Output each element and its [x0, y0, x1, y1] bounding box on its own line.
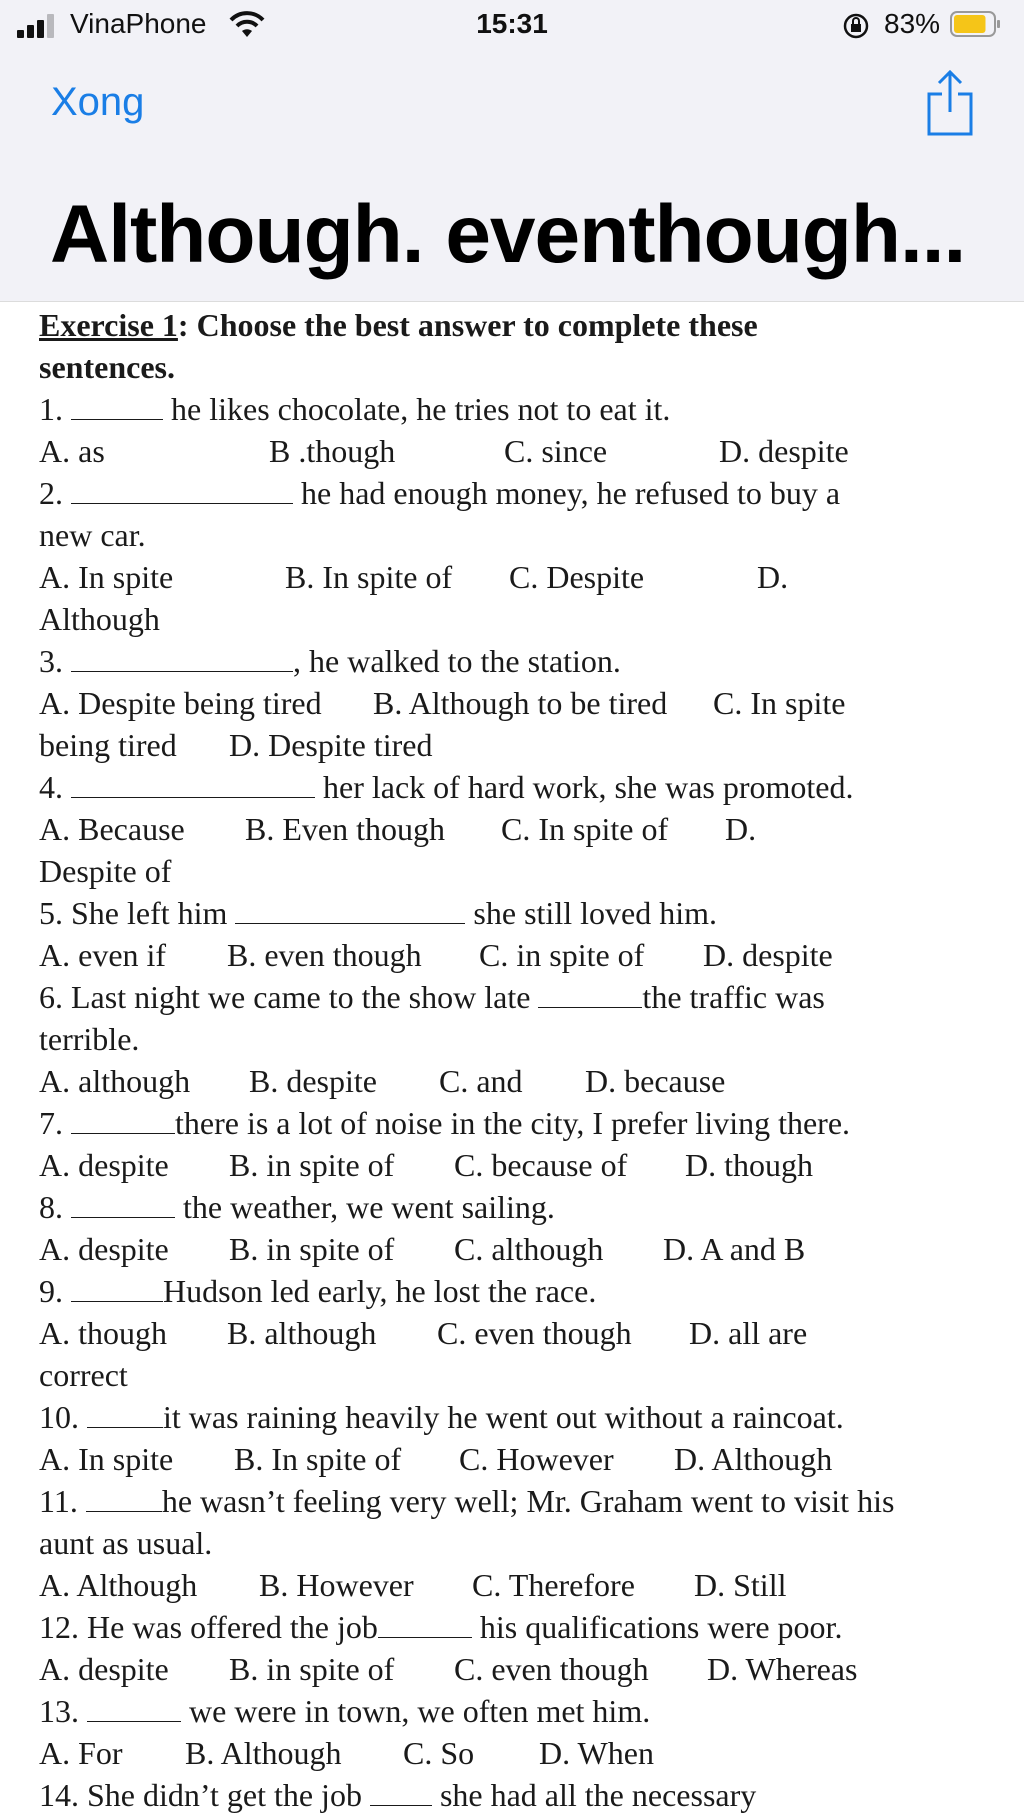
options-row-cont: [39, 1354, 1014, 1396]
answer-option[interactable]: B. In spite of: [285, 559, 453, 595]
options-row: [39, 1564, 1014, 1606]
answer-option-cont[interactable]: Despite of: [39, 853, 172, 889]
question-list: [39, 388, 1014, 1816]
question-6: [39, 976, 1014, 1102]
answer-option[interactable]: B. Although to be tired: [373, 685, 668, 721]
question-5: [39, 892, 1014, 976]
answer-option-cont[interactable]: correct: [39, 1357, 128, 1393]
question-suffix: it was raining heavily he went out without a raincoat.: [163, 1399, 844, 1435]
question-text: [39, 1690, 1014, 1732]
question-2: [39, 472, 1014, 640]
carrier-name: VinaPhone: [70, 8, 207, 39]
document-content: [39, 304, 1014, 1816]
answer-blank[interactable]: [378, 1609, 472, 1638]
answer-option[interactable]: B .though: [269, 433, 396, 469]
answer-blank[interactable]: [71, 769, 315, 798]
question-1: [39, 388, 1014, 472]
answer-option[interactable]: A. Because: [39, 811, 185, 847]
answer-option[interactable]: C. because of: [454, 1147, 628, 1183]
answer-option[interactable]: D. all are: [689, 1315, 808, 1351]
exercise-heading-cont: sentences.: [39, 349, 175, 385]
question-text: [39, 1774, 1014, 1816]
question-text: [39, 1396, 1014, 1438]
question-prefix: 2.: [39, 475, 71, 511]
answer-blank[interactable]: [71, 1273, 163, 1302]
answer-option[interactable]: B. in spite of: [229, 1147, 395, 1183]
status-bar: [0, 0, 1024, 52]
answer-option[interactable]: A. although: [39, 1063, 191, 1099]
answer-option[interactable]: C. In spite: [713, 685, 846, 721]
answer-blank[interactable]: [87, 1693, 181, 1722]
question-text: [39, 388, 1014, 430]
question-suffix: we were in town, we often met him.: [181, 1693, 651, 1729]
question-suffix: he wasn’t feeling very well; Mr. Graham went to visit his: [161, 1483, 895, 1519]
answer-option[interactable]: C. In spite of: [501, 811, 669, 847]
question-prefix: 5. She left him: [39, 895, 236, 931]
answer-option[interactable]: A. despite: [39, 1147, 169, 1183]
options-row: [39, 1060, 1014, 1102]
answer-option[interactable]: A. Although: [39, 1567, 198, 1603]
options-row-cont: [39, 850, 1014, 892]
question-7: [39, 1102, 1014, 1186]
answer-option[interactable]: B. even though: [227, 937, 422, 973]
question-prefix: 1.: [39, 391, 71, 427]
answer-blank[interactable]: [71, 1189, 175, 1218]
exercise-instruction: : Choose the best answer to complete these: [177, 307, 758, 343]
question-prefix: 13.: [39, 1693, 87, 1729]
options-row: [39, 1228, 1014, 1270]
answer-option[interactable]: C. although: [454, 1231, 604, 1267]
options-row: [39, 1438, 1014, 1480]
answer-option[interactable]: D. because: [585, 1063, 726, 1099]
answer-option[interactable]: A. Despite being tired: [39, 685, 322, 721]
answer-option[interactable]: A. as: [39, 433, 105, 469]
answer-option[interactable]: B. in spite of: [229, 1231, 395, 1267]
answer-option[interactable]: D. Although: [674, 1441, 833, 1477]
answer-option[interactable]: D. Whereas: [707, 1651, 858, 1687]
answer-blank[interactable]: [538, 979, 642, 1008]
question-text: [39, 1186, 1014, 1228]
answer-blank[interactable]: [71, 643, 293, 672]
answer-option[interactable]: C. since: [504, 433, 608, 469]
answer-option[interactable]: B. Even though: [245, 811, 445, 847]
navigation-header: [0, 0, 1024, 302]
answer-blank[interactable]: [87, 1399, 163, 1428]
answer-option[interactable]: C. Therefore: [472, 1567, 635, 1603]
answer-option[interactable]: D. Despite tired: [229, 727, 433, 763]
question-text: [39, 1606, 1014, 1648]
question-suffix: the weather, we went sailing.: [175, 1189, 555, 1225]
options-row: [39, 430, 1014, 472]
clock: 15:31: [476, 8, 548, 39]
question-prefix: 10.: [39, 1399, 87, 1435]
answer-option[interactable]: A. despite: [39, 1231, 169, 1267]
options-row: [39, 934, 1014, 976]
orientation-lock-icon: [842, 12, 870, 40]
options-row: [39, 1144, 1014, 1186]
question-text: [39, 1102, 1014, 1144]
answer-option[interactable]: D. When: [539, 1735, 654, 1771]
answer-option[interactable]: D.: [757, 559, 789, 595]
options-row: [39, 808, 1014, 850]
question-prefix: 9.: [39, 1273, 71, 1309]
answer-option[interactable]: C. Despite: [509, 559, 645, 595]
question-8: [39, 1186, 1014, 1270]
share-icon[interactable]: [924, 68, 976, 138]
question-text: terrible.: [39, 1021, 140, 1057]
answer-blank[interactable]: [370, 1777, 432, 1806]
answer-option[interactable]: B. in spite of: [229, 1651, 395, 1687]
question-10: [39, 1396, 1014, 1480]
question-suffix: she still loved him.: [465, 895, 717, 931]
options-row: [39, 1312, 1014, 1354]
question-text: [39, 976, 1014, 1018]
question-text: [39, 472, 1014, 514]
question-suffix: she had all the necessary: [431, 1777, 757, 1813]
question-prefix: 6. Last night we came to the show late: [39, 979, 539, 1015]
answer-blank[interactable]: [235, 895, 465, 924]
question-text: aunt as usual.: [39, 1525, 213, 1561]
question-13: [39, 1690, 1014, 1774]
question-11: [39, 1480, 1014, 1606]
answer-blank[interactable]: [86, 1483, 162, 1512]
answer-option[interactable]: A. though: [39, 1315, 167, 1351]
answer-option-cont[interactable]: being tired: [39, 727, 177, 763]
question-3: [39, 640, 1014, 766]
question-suffix: he had enough money, he refused to buy a: [293, 475, 841, 511]
answer-option[interactable]: C. in spite of: [479, 937, 645, 973]
question-suffix: the traffic was: [642, 979, 825, 1015]
answer-option[interactable]: D. though: [685, 1147, 813, 1183]
answer-option[interactable]: C. even though: [437, 1315, 632, 1351]
answer-option[interactable]: A. even if: [39, 937, 167, 973]
question-prefix: 14. She didn’t get the job: [39, 1777, 370, 1813]
question-4: [39, 766, 1014, 892]
answer-option[interactable]: B. despite: [249, 1063, 377, 1099]
answer-option[interactable]: D. A and B: [663, 1231, 806, 1267]
question-prefix: 7.: [39, 1105, 71, 1141]
answer-option[interactable]: A. In spite: [39, 1441, 174, 1477]
question-prefix: 8.: [39, 1189, 71, 1225]
answer-option[interactable]: B. In spite of: [234, 1441, 402, 1477]
options-row: [39, 682, 1014, 724]
question-text: [39, 1270, 1014, 1312]
question-prefix: 11.: [39, 1483, 86, 1519]
answer-option[interactable]: D. despite: [719, 433, 849, 469]
answer-option[interactable]: C. So: [403, 1735, 475, 1771]
answer-option[interactable]: D. Still: [694, 1567, 787, 1603]
answer-option[interactable]: A. despite: [39, 1651, 169, 1687]
question-14: [39, 1774, 1014, 1816]
question-text: [39, 766, 1014, 808]
question-text: [39, 640, 1014, 682]
options-row: [39, 1648, 1014, 1690]
question-prefix: 12. He was offered the job: [39, 1609, 378, 1645]
exercise-label: Exercise 1: [39, 307, 178, 343]
answer-option[interactable]: D.: [725, 811, 757, 847]
answer-option[interactable]: C. However: [459, 1441, 614, 1477]
answer-blank[interactable]: [71, 475, 293, 504]
answer-option[interactable]: A. For: [39, 1735, 123, 1771]
question-suffix: there is a lot of noise in the city, I prefer living there.: [175, 1105, 851, 1141]
answer-option-cont[interactable]: Although: [39, 601, 160, 637]
question-suffix: Hudson led early, he lost the race.: [163, 1273, 597, 1309]
options-row: [39, 1732, 1014, 1774]
answer-option[interactable]: D. despite: [703, 937, 833, 973]
question-suffix: he likes chocolate, he tries not to eat it.: [163, 391, 671, 427]
answer-option[interactable]: C. and: [439, 1063, 523, 1099]
question-suffix: her lack of hard work, she was promoted.: [315, 769, 854, 805]
options-row-cont: [39, 598, 1014, 640]
answer-blank[interactable]: [71, 391, 163, 420]
answer-option[interactable]: C. even though: [454, 1651, 649, 1687]
page-title: Although. eventhough...: [50, 189, 966, 280]
question-text: [39, 1480, 1014, 1522]
options-row: [39, 556, 1014, 598]
options-row-cont: [39, 724, 1014, 766]
question-text: [39, 892, 1014, 934]
question-12: [39, 1606, 1014, 1690]
answer-option[interactable]: B. However: [259, 1567, 414, 1603]
answer-option[interactable]: A. In spite: [39, 559, 174, 595]
question-suffix: , he walked to the station.: [293, 643, 621, 679]
battery-percentage: 83%: [884, 8, 941, 39]
answer-option[interactable]: B. although: [227, 1315, 377, 1351]
question-text: new car.: [39, 517, 146, 553]
question-prefix: 3.: [39, 643, 71, 679]
question-suffix: his qualifications were poor.: [471, 1609, 843, 1645]
done-button[interactable]: Xong: [51, 80, 145, 124]
exercise-heading: [39, 304, 1014, 346]
answer-blank[interactable]: [71, 1105, 175, 1134]
answer-option[interactable]: B. Although: [185, 1735, 342, 1771]
question-9: [39, 1270, 1014, 1396]
battery-icon: [950, 10, 1002, 38]
question-prefix: 4.: [39, 769, 71, 805]
